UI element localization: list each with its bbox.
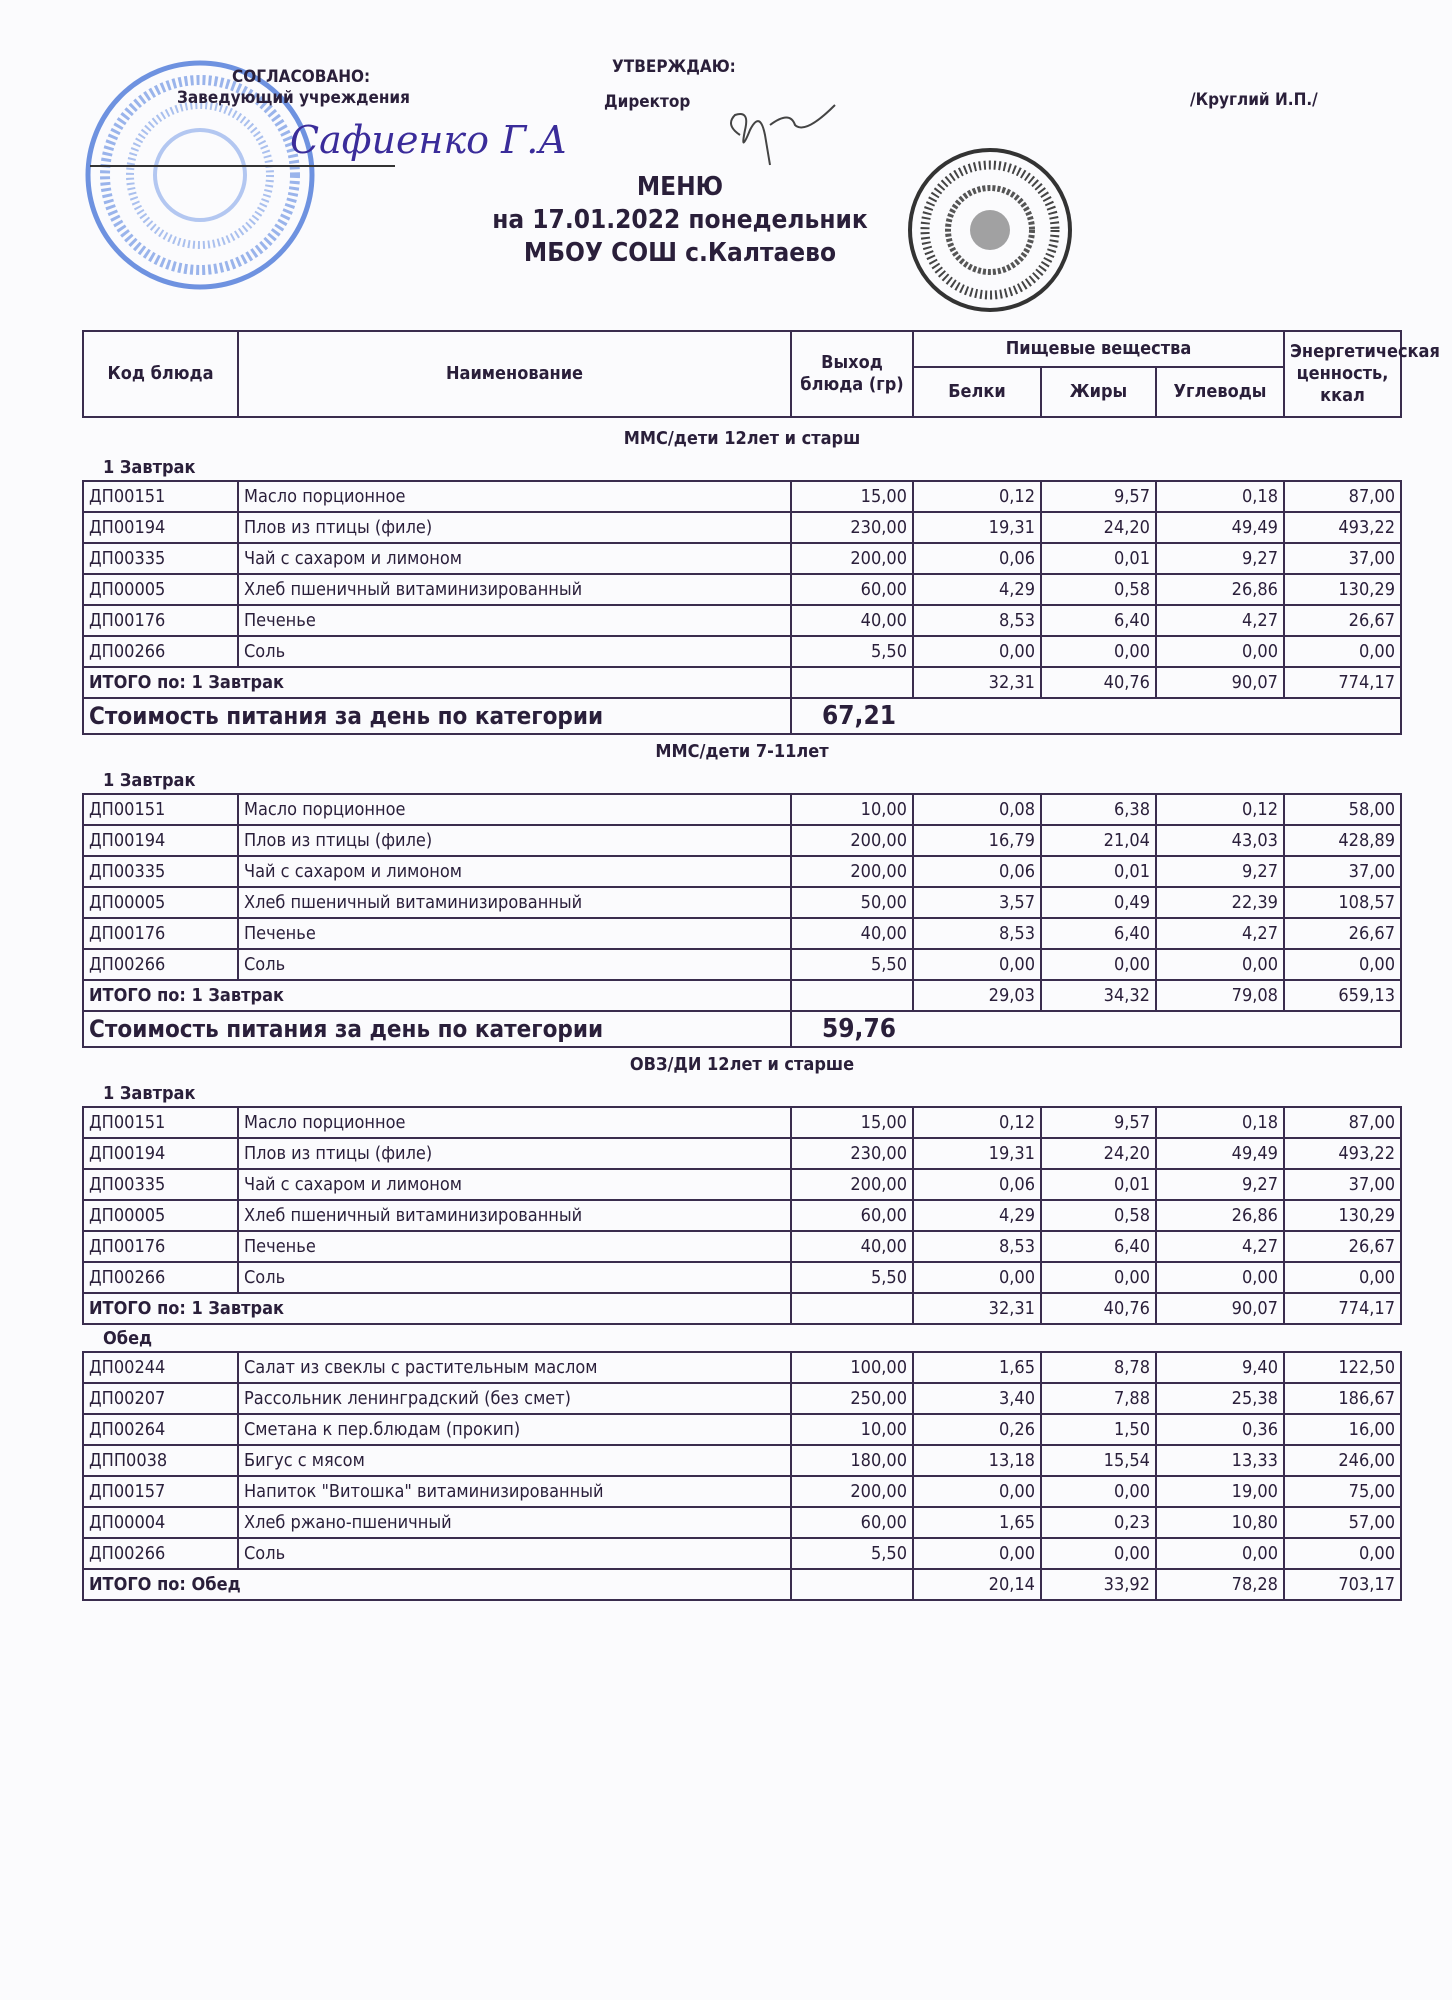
dish-code: ДП00266	[83, 1538, 238, 1569]
col-code: Код блюда	[83, 331, 238, 417]
fat: 0,01	[1041, 1169, 1156, 1200]
table-row	[83, 794, 1401, 825]
energy: 26,67	[1284, 1231, 1401, 1262]
table-row	[83, 918, 1401, 949]
dish-yield: 60,00	[791, 574, 913, 605]
total-protein: 32,31	[913, 667, 1041, 698]
protein: 3,40	[913, 1383, 1041, 1414]
carbs: 0,00	[1156, 1262, 1284, 1293]
protein: 0,00	[913, 1262, 1041, 1293]
carbs: 43,03	[1156, 825, 1284, 856]
dish-code: ДП00335	[83, 1169, 238, 1200]
protein: 16,79	[913, 825, 1041, 856]
protein: 13,18	[913, 1445, 1041, 1476]
fat: 0,00	[1041, 1262, 1156, 1293]
dish-yield: 200,00	[791, 1169, 913, 1200]
total-label: ИТОГО по: 1 Завтрак	[83, 980, 791, 1011]
carbs: 49,49	[1156, 1138, 1284, 1169]
dish-yield: 40,00	[791, 918, 913, 949]
energy: 87,00	[1284, 1107, 1401, 1138]
dish-yield: 230,00	[791, 1138, 913, 1169]
fat: 21,04	[1041, 825, 1156, 856]
fat: 0,01	[1041, 543, 1156, 574]
dish-name: Хлеб пшеничный витаминизированный	[238, 887, 791, 918]
dish-code: ДП00207	[83, 1383, 238, 1414]
protein: 8,53	[913, 1231, 1041, 1262]
approve-name: /Круглий И.П./	[1190, 90, 1318, 110]
protein: 0,00	[913, 1538, 1041, 1569]
protein: 0,00	[913, 949, 1041, 980]
table-row	[83, 1507, 1401, 1538]
dish-code: ДП00176	[83, 1231, 238, 1262]
dish-yield: 50,00	[791, 887, 913, 918]
dish-name: Масло порционное	[238, 1107, 791, 1138]
fat: 0,49	[1041, 887, 1156, 918]
total-label: ИТОГО по: 1 Завтрак	[83, 1293, 791, 1324]
table-row	[83, 543, 1401, 574]
energy: 0,00	[1284, 949, 1401, 980]
energy: 130,29	[1284, 1200, 1401, 1231]
carbs: 0,12	[1156, 794, 1284, 825]
total-fat: 40,76	[1041, 1293, 1156, 1324]
col-name: Наименование	[238, 331, 791, 417]
dish-name: Печенье	[238, 605, 791, 636]
total-row	[83, 667, 1401, 698]
dish-name: Плов из птицы (филе)	[238, 825, 791, 856]
dish-yield: 200,00	[791, 543, 913, 574]
energy: 428,89	[1284, 825, 1401, 856]
total-energy: 774,17	[1284, 667, 1401, 698]
dish-name: Печенье	[238, 918, 791, 949]
fat: 6,40	[1041, 918, 1156, 949]
dish-yield: 40,00	[791, 1231, 913, 1262]
energy: 108,57	[1284, 887, 1401, 918]
dish-yield: 200,00	[791, 825, 913, 856]
carbs: 9,27	[1156, 1169, 1284, 1200]
cost-value: 59,76	[791, 1011, 1401, 1047]
fat: 15,54	[1041, 1445, 1156, 1476]
dish-name: Соль	[238, 949, 791, 980]
carbs: 9,27	[1156, 543, 1284, 574]
energy: 0,00	[1284, 1262, 1401, 1293]
school-name: МБОУ СОШ с.Калтаево	[523, 238, 837, 268]
dish-name: Хлеб пшеничный витаминизированный	[238, 574, 791, 605]
energy: 37,00	[1284, 1169, 1401, 1200]
total-label: ИТОГО по: Обед	[83, 1569, 791, 1600]
agreed-signature: Сафиенко Г.А	[290, 118, 568, 162]
fat: 0,23	[1041, 1507, 1156, 1538]
table-row	[83, 1414, 1401, 1445]
dish-name: Соль	[238, 1538, 791, 1569]
total-fat: 40,76	[1041, 667, 1156, 698]
dish-yield: 10,00	[791, 1414, 913, 1445]
fat: 24,20	[1041, 1138, 1156, 1169]
total-carbs: 78,28	[1156, 1569, 1284, 1600]
menu-header-table	[82, 330, 1440, 418]
protein: 0,06	[913, 856, 1041, 887]
carbs: 13,33	[1156, 1445, 1284, 1476]
energy: 26,67	[1284, 605, 1401, 636]
fat: 0,00	[1041, 636, 1156, 667]
protein: 0,00	[913, 636, 1041, 667]
dish-name: Хлеб пшеничный витаминизированный	[238, 1200, 791, 1231]
protein: 1,65	[913, 1507, 1041, 1538]
section-title-row	[83, 734, 1401, 767]
energy: 58,00	[1284, 794, 1401, 825]
total-protein: 32,31	[913, 1293, 1041, 1324]
dish-name: Чай с сахаром и лимоном	[238, 1169, 791, 1200]
dish-code: ДП00194	[83, 1138, 238, 1169]
fat: 9,57	[1041, 1107, 1156, 1138]
meal-row	[83, 454, 1401, 481]
agreed-label: СОГЛАСОВАНО:	[232, 67, 371, 87]
fat: 0,00	[1041, 949, 1156, 980]
doc-title: МЕНЮ	[636, 172, 724, 202]
dish-name: Печенье	[238, 1231, 791, 1262]
director-signature-icon	[720, 95, 860, 175]
dish-code: ДП00005	[83, 887, 238, 918]
table-row	[83, 1262, 1401, 1293]
dish-code: ДП00194	[83, 825, 238, 856]
dish-yield: 40,00	[791, 605, 913, 636]
dish-code: ДП00244	[83, 1352, 238, 1383]
protein: 19,31	[913, 1138, 1041, 1169]
dish-name: Соль	[238, 636, 791, 667]
total-protein: 20,14	[913, 1569, 1041, 1600]
fat: 24,20	[1041, 512, 1156, 543]
dish-yield: 200,00	[791, 856, 913, 887]
fat: 0,00	[1041, 1538, 1156, 1569]
protein: 1,65	[913, 1352, 1041, 1383]
fat: 6,40	[1041, 1231, 1156, 1262]
table-row	[83, 605, 1401, 636]
total-yield	[791, 980, 913, 1011]
dish-code: ДП00005	[83, 574, 238, 605]
protein: 8,53	[913, 605, 1041, 636]
energy: 130,29	[1284, 574, 1401, 605]
section-title-row	[83, 1047, 1401, 1080]
dish-name: Салат из свеклы с растительным маслом	[238, 1352, 791, 1383]
dish-code: ДП00004	[83, 1507, 238, 1538]
table-row	[83, 1200, 1401, 1231]
protein: 4,29	[913, 574, 1041, 605]
carbs: 26,86	[1156, 574, 1284, 605]
table-row	[83, 1383, 1401, 1414]
table-row	[83, 1169, 1401, 1200]
cost-label: Стоимость питания за день по категории	[83, 1011, 791, 1047]
dish-name: Плов из птицы (филе)	[238, 1138, 791, 1169]
dish-name: Чай с сахаром и лимоном	[238, 856, 791, 887]
dish-name: Напиток "Витошка" витаминизированный	[238, 1476, 791, 1507]
dish-code: ДП00157	[83, 1476, 238, 1507]
approve-label: УТВЕРЖДАЮ:	[612, 57, 736, 77]
dish-name: Рассольник ленинградский (без смет)	[238, 1383, 791, 1414]
total-carbs: 90,07	[1156, 667, 1284, 698]
dish-yield: 200,00	[791, 1476, 913, 1507]
dish-yield: 5,50	[791, 1262, 913, 1293]
dish-name: Хлеб ржано-пшеничный	[238, 1507, 791, 1538]
fat: 0,01	[1041, 856, 1156, 887]
protein: 0,06	[913, 543, 1041, 574]
energy: 57,00	[1284, 1507, 1401, 1538]
dish-code: ДП00335	[83, 543, 238, 574]
total-carbs: 79,08	[1156, 980, 1284, 1011]
dish-yield: 5,50	[791, 1538, 913, 1569]
section-title: ОВЗ/ДИ 12лет и старше	[629, 1053, 855, 1075]
fat: 6,38	[1041, 794, 1156, 825]
meal-row	[83, 1324, 1401, 1352]
carbs: 0,00	[1156, 636, 1284, 667]
signature-line	[90, 165, 395, 167]
carbs: 9,27	[1156, 856, 1284, 887]
table-row	[83, 887, 1401, 918]
fat: 1,50	[1041, 1414, 1156, 1445]
energy: 26,67	[1284, 918, 1401, 949]
table-row	[83, 574, 1401, 605]
energy: 75,00	[1284, 1476, 1401, 1507]
total-energy: 703,17	[1284, 1569, 1401, 1600]
total-protein: 29,03	[913, 980, 1041, 1011]
fat: 9,57	[1041, 481, 1156, 512]
dish-code: ДП00266	[83, 1262, 238, 1293]
cost-row	[83, 698, 1401, 734]
doc-date: на 17.01.2022 понедельник	[492, 205, 868, 235]
total-row	[83, 1569, 1401, 1600]
energy: 493,22	[1284, 1138, 1401, 1169]
dish-name: Плов из птицы (филе)	[238, 512, 791, 543]
dish-yield: 60,00	[791, 1200, 913, 1231]
dish-code: ДП00335	[83, 856, 238, 887]
total-yield	[791, 1569, 913, 1600]
col-energy: Энергетическая ценность, ккал	[1284, 331, 1401, 417]
dish-yield: 180,00	[791, 1445, 913, 1476]
col-fat: Жиры	[1041, 367, 1156, 417]
table-row	[83, 1476, 1401, 1507]
dish-name: Соль	[238, 1262, 791, 1293]
fat: 6,40	[1041, 605, 1156, 636]
cost-value: 67,21	[791, 698, 1401, 734]
total-yield	[791, 1293, 913, 1324]
col-yield: Выход блюда (гр)	[791, 331, 913, 417]
dish-yield: 5,50	[791, 636, 913, 667]
dish-name: Масло порционное	[238, 794, 791, 825]
meal-row	[83, 1080, 1401, 1107]
cost-label: Стоимость питания за день по категории	[83, 698, 791, 734]
total-fat: 33,92	[1041, 1569, 1156, 1600]
meal-row	[83, 767, 1401, 794]
fat: 8,78	[1041, 1352, 1156, 1383]
meal-name: Обед	[103, 1327, 153, 1349]
carbs: 0,00	[1156, 1538, 1284, 1569]
table-row	[83, 949, 1401, 980]
fat: 0,58	[1041, 574, 1156, 605]
protein: 0,08	[913, 794, 1041, 825]
dish-name: Бигус с мясом	[238, 1445, 791, 1476]
fat: 0,00	[1041, 1476, 1156, 1507]
meal-name: 1 Завтрак	[103, 456, 196, 478]
table-row	[83, 856, 1401, 887]
dish-yield: 230,00	[791, 512, 913, 543]
table-row	[83, 1445, 1401, 1476]
dish-code: ДП00194	[83, 512, 238, 543]
carbs: 9,40	[1156, 1352, 1284, 1383]
table-row	[83, 512, 1401, 543]
fat: 7,88	[1041, 1383, 1156, 1414]
protein: 0,12	[913, 481, 1041, 512]
table-row	[83, 1352, 1401, 1383]
energy: 37,00	[1284, 543, 1401, 574]
fat: 0,58	[1041, 1200, 1156, 1231]
dish-code: ДП00266	[83, 636, 238, 667]
table-row	[83, 1231, 1401, 1262]
carbs: 0,18	[1156, 481, 1284, 512]
carbs: 22,39	[1156, 887, 1284, 918]
dish-code: ДП00266	[83, 949, 238, 980]
protein: 0,00	[913, 1476, 1041, 1507]
carbs: 49,49	[1156, 512, 1284, 543]
total-row	[83, 980, 1401, 1011]
meal-name: 1 Завтрак	[103, 1082, 196, 1104]
table-row	[83, 1538, 1401, 1569]
dish-code: ДП00264	[83, 1414, 238, 1445]
total-energy: 774,17	[1284, 1293, 1401, 1324]
carbs: 26,86	[1156, 1200, 1284, 1231]
total-yield	[791, 667, 913, 698]
energy: 493,22	[1284, 512, 1401, 543]
carbs: 0,36	[1156, 1414, 1284, 1445]
dish-code: ДП00176	[83, 605, 238, 636]
total-energy: 659,13	[1284, 980, 1401, 1011]
menu-table	[82, 422, 1402, 1601]
table-row	[83, 1138, 1401, 1169]
protein: 0,06	[913, 1169, 1041, 1200]
dish-code: ДПП0038	[83, 1445, 238, 1476]
dish-yield: 100,00	[791, 1352, 913, 1383]
section-title: ММС/дети 7-11лет	[655, 740, 829, 762]
carbs: 25,38	[1156, 1383, 1284, 1414]
protein: 8,53	[913, 918, 1041, 949]
energy: 16,00	[1284, 1414, 1401, 1445]
total-carbs: 90,07	[1156, 1293, 1284, 1324]
col-protein: Белки	[913, 367, 1041, 417]
protein: 19,31	[913, 512, 1041, 543]
dish-yield: 60,00	[791, 1507, 913, 1538]
col-carbs: Углеводы	[1156, 367, 1284, 417]
dish-name: Чай с сахаром и лимоном	[238, 543, 791, 574]
protein: 0,26	[913, 1414, 1041, 1445]
section-title-row	[83, 422, 1401, 454]
energy: 87,00	[1284, 481, 1401, 512]
dish-yield: 250,00	[791, 1383, 913, 1414]
table-row	[83, 825, 1401, 856]
energy: 0,00	[1284, 1538, 1401, 1569]
energy: 37,00	[1284, 856, 1401, 887]
dish-code: ДП00005	[83, 1200, 238, 1231]
carbs: 4,27	[1156, 918, 1284, 949]
table-row	[83, 1107, 1401, 1138]
dish-code: ДП00176	[83, 918, 238, 949]
table-row	[83, 636, 1401, 667]
carbs: 4,27	[1156, 1231, 1284, 1262]
approve-role: Директор	[604, 92, 691, 112]
carbs: 4,27	[1156, 605, 1284, 636]
dish-name: Сметана к пер.блюдам (прокип)	[238, 1414, 791, 1445]
col-nutrients: Пищевые вещества	[913, 331, 1284, 367]
protein: 3,57	[913, 887, 1041, 918]
meal-name: 1 Завтрак	[103, 769, 196, 791]
dish-yield: 15,00	[791, 481, 913, 512]
total-label: ИТОГО по: 1 Завтрак	[83, 667, 791, 698]
energy: 122,50	[1284, 1352, 1401, 1383]
table-row	[83, 481, 1401, 512]
dish-code: ДП00151	[83, 794, 238, 825]
carbs: 0,18	[1156, 1107, 1284, 1138]
dish-yield: 5,50	[791, 949, 913, 980]
total-row	[83, 1293, 1401, 1324]
energy: 246,00	[1284, 1445, 1401, 1476]
carbs: 19,00	[1156, 1476, 1284, 1507]
agreed-role: Заведующий учреждения	[177, 88, 410, 108]
carbs: 10,80	[1156, 1507, 1284, 1538]
protein: 4,29	[913, 1200, 1041, 1231]
dish-name: Масло порционное	[238, 481, 791, 512]
energy: 186,67	[1284, 1383, 1401, 1414]
protein: 0,12	[913, 1107, 1041, 1138]
dish-yield: 10,00	[791, 794, 913, 825]
carbs: 0,00	[1156, 949, 1284, 980]
total-fat: 34,32	[1041, 980, 1156, 1011]
energy: 0,00	[1284, 636, 1401, 667]
dish-yield: 15,00	[791, 1107, 913, 1138]
section-title: ММС/дети 12лет и старш	[623, 427, 861, 449]
dish-code: ДП00151	[83, 1107, 238, 1138]
cost-row	[83, 1011, 1401, 1047]
dish-code: ДП00151	[83, 481, 238, 512]
